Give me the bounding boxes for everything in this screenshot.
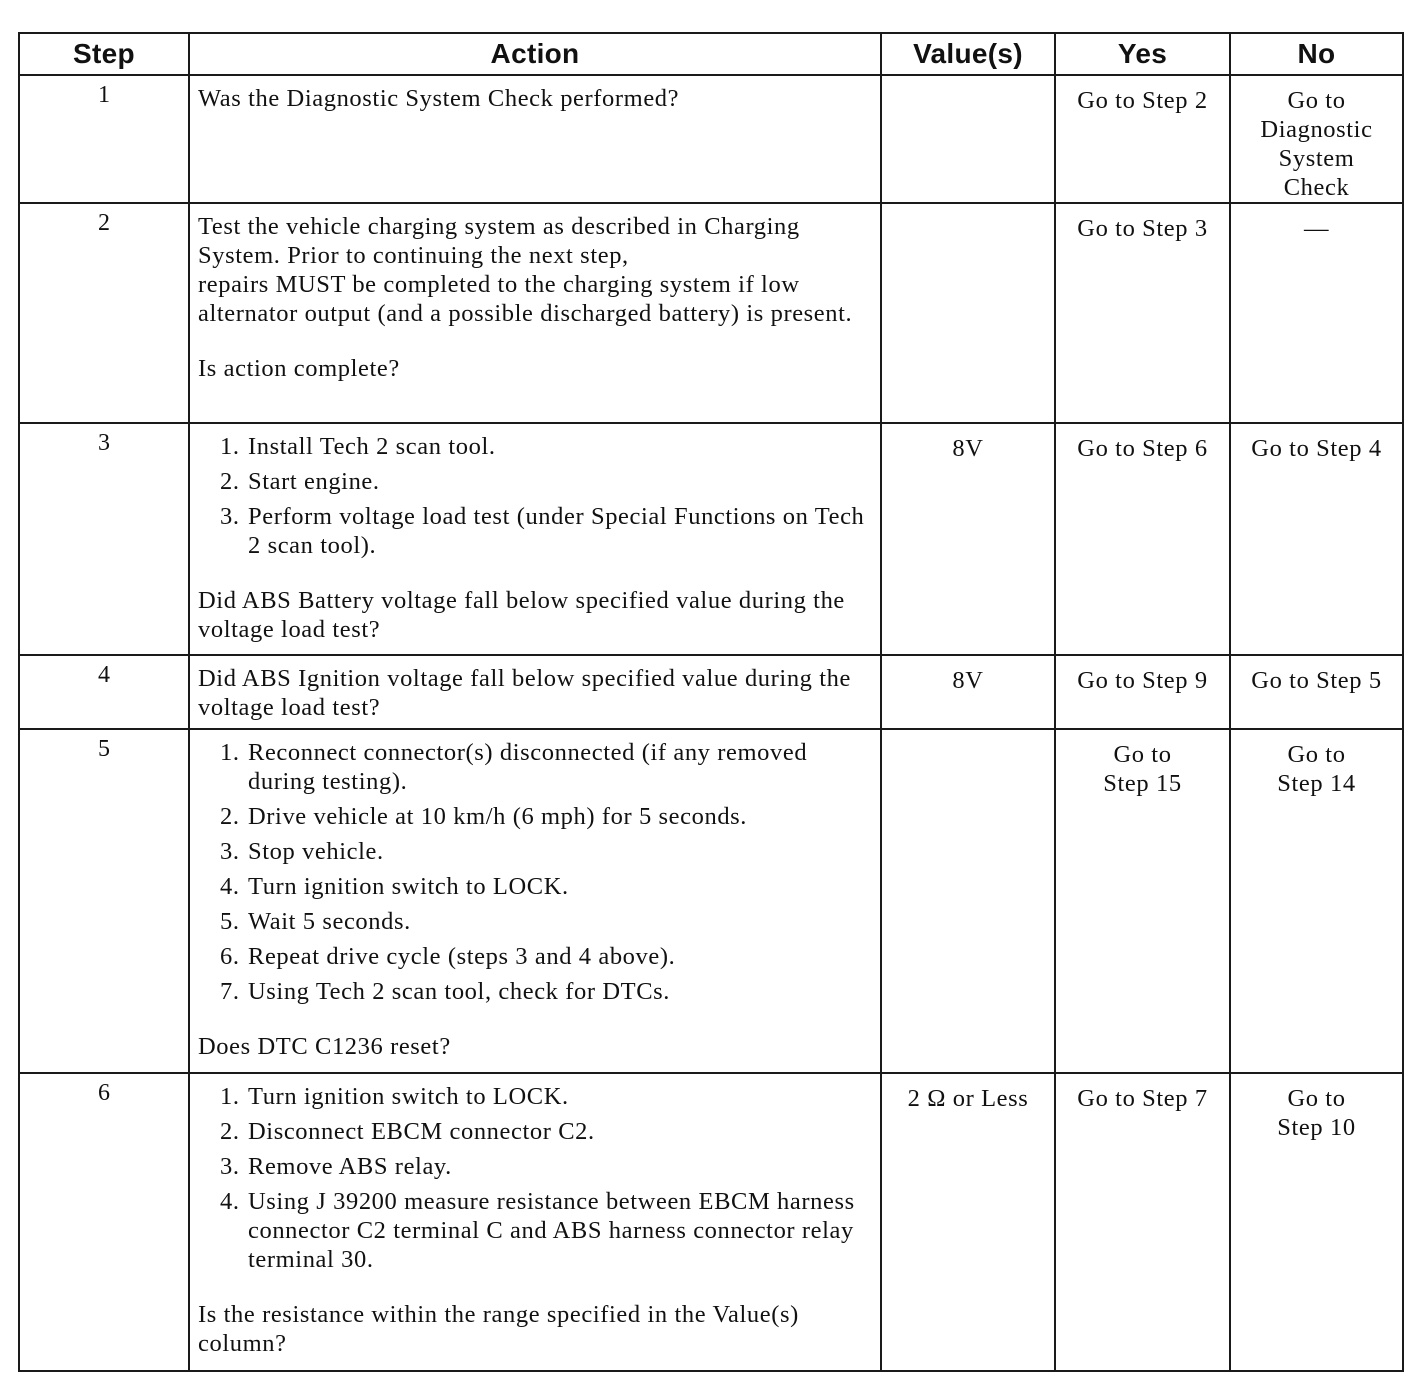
list-item-number: 1. <box>220 739 240 766</box>
value-cell <box>881 203 1055 423</box>
step-number: 1 <box>19 75 189 203</box>
step-number: 4 <box>19 655 189 729</box>
yes-cell: Go to Step 6 <box>1055 423 1230 655</box>
no-cell: — <box>1230 203 1403 423</box>
no-cell: Go to Step 10 <box>1230 1073 1403 1371</box>
step-number: 3 <box>19 423 189 655</box>
list-item-text: Remove ABS relay. <box>248 1153 452 1180</box>
list-item-number: 1. <box>220 433 240 460</box>
list-item-text: Using Tech 2 scan tool, check for DTCs. <box>248 978 670 1005</box>
table-row <box>19 655 1403 729</box>
action-text: Was the Diagnostic System Check performed? <box>198 85 680 112</box>
action-question: Is the resistance within the range specified in the Value(s) column? <box>198 1301 799 1357</box>
list-item <box>198 837 866 866</box>
header-row <box>19 33 1403 75</box>
list-item <box>198 432 866 461</box>
action-steps-list <box>198 432 866 560</box>
list-item-number: 4. <box>220 873 240 900</box>
list-item <box>198 1117 866 1146</box>
value-cell <box>881 729 1055 1073</box>
action-cell <box>189 423 881 655</box>
list-item-number: 6. <box>220 943 240 970</box>
action-question: Did ABS Battery voltage fall below specified value during the voltage load test? <box>198 587 845 643</box>
list-item-number: 5. <box>220 908 240 935</box>
yes-cell: Go to Step 3 <box>1055 203 1230 423</box>
yes-cell: Go to Step 9 <box>1055 655 1230 729</box>
value-cell: 8V <box>881 655 1055 729</box>
header-no: No <box>1230 33 1403 75</box>
list-item-text: Install Tech 2 scan tool. <box>248 433 496 460</box>
action-cell <box>189 75 881 203</box>
yes-cell: Go to Step 15 <box>1055 729 1230 1073</box>
list-item <box>198 1187 866 1274</box>
no-cell: Go to Diagnostic System Check <box>1230 75 1403 203</box>
list-item-text: Start engine. <box>248 468 380 495</box>
no-cell: Go to Step 4 <box>1230 423 1403 655</box>
header-action: Action <box>189 33 881 75</box>
list-item-number: 3. <box>220 1153 240 1180</box>
value-cell: 8V <box>881 423 1055 655</box>
no-cell: Go to Step 14 <box>1230 729 1403 1073</box>
list-item <box>198 907 866 936</box>
table-row <box>19 203 1403 423</box>
list-item-text: Perform voltage load test (under Special Functions on Tech 2 scan tool). <box>248 503 865 559</box>
action-cell <box>189 203 881 423</box>
list-item-text: Using J 39200 measure resistance between EBCM harness connector C2 terminal C and ABS harness connector relay terminal 30. <box>248 1188 855 1273</box>
list-item-number: 3. <box>220 503 240 530</box>
list-item-text: Wait 5 seconds. <box>248 908 411 935</box>
list-item <box>198 467 866 496</box>
yes-cell: Go to Step 7 <box>1055 1073 1230 1371</box>
list-item-number: 2. <box>220 468 240 495</box>
action-cell <box>189 729 881 1073</box>
value-cell <box>881 75 1055 203</box>
action-text: Did ABS Ignition voltage fall below specified value during the voltage load test? <box>198 665 851 721</box>
list-item <box>198 872 866 901</box>
list-item <box>198 1152 866 1181</box>
list-item-text: Turn ignition switch to LOCK. <box>248 1083 569 1110</box>
table-row <box>19 423 1403 655</box>
list-item-number: 7. <box>220 978 240 1005</box>
step-number: 5 <box>19 729 189 1073</box>
list-item-text: Reconnect connector(s) disconnected (if any removed during testing). <box>248 739 808 795</box>
value-cell: 2 Ω or Less <box>881 1073 1055 1371</box>
action-steps-list <box>198 738 866 1006</box>
yes-cell: Go to Step 2 <box>1055 75 1230 203</box>
step-number: 6 <box>19 1073 189 1371</box>
list-item-number: 1. <box>220 1083 240 1110</box>
no-cell: Go to Step 5 <box>1230 655 1403 729</box>
header-values: Value(s) <box>881 33 1055 75</box>
list-item <box>198 738 866 796</box>
table-row <box>19 729 1403 1073</box>
list-item-number: 2. <box>220 1118 240 1145</box>
table-row <box>19 75 1403 203</box>
list-item <box>198 502 866 560</box>
list-item <box>198 1082 866 1111</box>
action-question: Is action complete? <box>198 355 400 382</box>
header-step: Step <box>19 33 189 75</box>
list-item <box>198 942 866 971</box>
list-item-text: Drive vehicle at 10 km/h (6 mph) for 5 seconds. <box>248 803 748 830</box>
diagnostic-table <box>18 32 1404 1372</box>
list-item-text: Disconnect EBCM connector C2. <box>248 1118 595 1145</box>
list-item-number: 4. <box>220 1188 240 1215</box>
action-steps-list <box>198 1082 866 1274</box>
list-item-text: Stop vehicle. <box>248 838 384 865</box>
table-row <box>19 1073 1403 1371</box>
action-cell <box>189 655 881 729</box>
list-item <box>198 977 866 1006</box>
list-item-number: 3. <box>220 838 240 865</box>
step-number: 2 <box>19 203 189 423</box>
list-item-text: Turn ignition switch to LOCK. <box>248 873 569 900</box>
list-item-number: 2. <box>220 803 240 830</box>
action-question: Does DTC C1236 reset? <box>198 1033 451 1060</box>
list-item <box>198 802 866 831</box>
header-yes: Yes <box>1055 33 1230 75</box>
action-text: Test the vehicle charging system as described in Charging System. Prior to continuing the next step, repairs MUST be completed to the charging system if low alternator output (and a possible discharged battery) is present. <box>198 213 853 327</box>
list-item-text: Repeat drive cycle (steps 3 and 4 above). <box>248 943 676 970</box>
action-cell <box>189 1073 881 1371</box>
